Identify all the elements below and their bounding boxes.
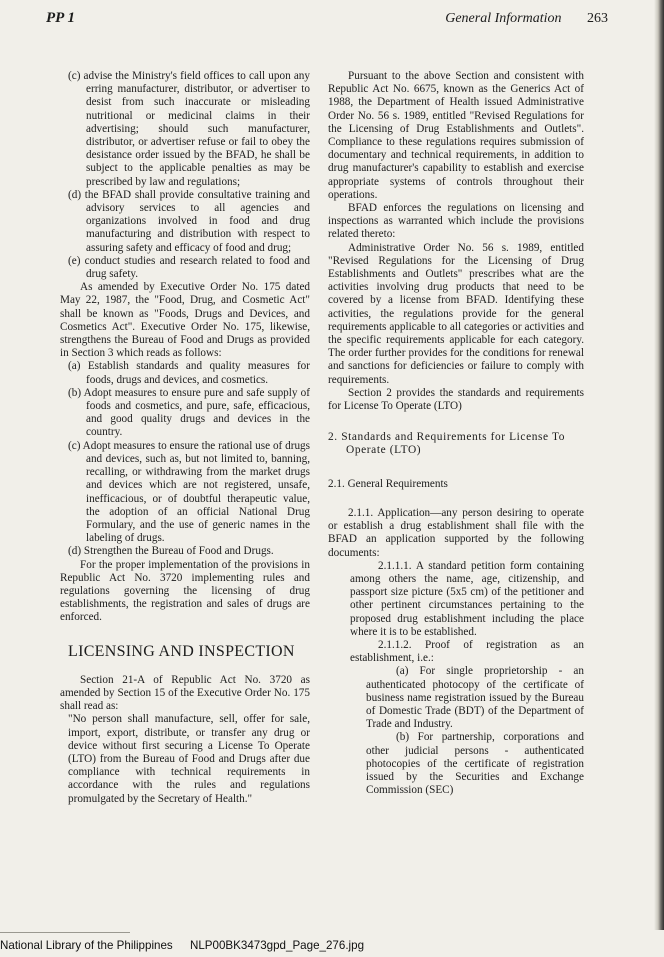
section-heading: LICENSING AND INSPECTION xyxy=(68,642,295,660)
paragraph-bfad: BFAD enforces the regulations on licensing and inspections as warranted which include the provisions related thereto: xyxy=(328,202,584,241)
list-item: (e) conduct studies and research related to food and drug safety. xyxy=(68,254,310,281)
list-item: (c) advise the Ministry's field offices to call upon any erring manufacturer, distributor, or advertiser to desist from such inaccurate or misleading nutritional or medicinal claims in their advertising; should such manufacturer, distributor, or advertiser refuse or fail to obey the desistance order issued by the BFAD, he shall be subject to the applicable penalties as may be prescribed by law and regulations; xyxy=(68,70,310,188)
running-head-left: PP 1 xyxy=(46,10,76,26)
paragraph-generics: Pursuant to the above Section and consistent with Republic Act No. 6675, known as the Generics Act of 1988, the Department of Health issued Administrative Order No. 56 s. 1989, entitled "Revised Regulations for the Licensing of Drug Establishments and Outlets". Compliance to these regulations requires submission of documentary and technical requirements, in addition to drug manufacturer's capability to establish and exercise appropriate systems of controls throughout their operations. xyxy=(328,70,584,201)
paragraph-ra3720: For the proper implementation of the provisions in Republic Act No. 3720 implementing rules and regulations governing the licensing of drug establishments, the registration and sales of drugs are enforced. xyxy=(60,558,310,624)
running-head-right xyxy=(445,11,608,27)
paragraph-eo175: As amended by Executive Order No. 175 dated May 22, 1987, the "Food, Drug, and Cosmetic Act" shall be known as "Foods, Drugs and Devices, and Cosmetics Act". Executive Order No. 175, likewise, strengthens the Bureau of Food and Drugs as provided in Section 3 which reads as follows: xyxy=(60,281,310,360)
page-number: 263 xyxy=(587,11,608,26)
list-item: (b) Adopt measures to ensure pure and safe supply of foods and cosmetics, and pure, safe, efficacious, and good quality drugs and devices in the country. xyxy=(68,386,310,439)
footer-filename: NLP00BK3473gpd_Page_276.jpg xyxy=(189,939,365,952)
paragraph-b: (b) For partnership, corporations and other judicial persons - authenticated photocopies of the certificate of registration issued by the Securities and Exchange Commission (SEC) xyxy=(366,731,584,797)
paragraph-a: (a) For single proprietorship - an authenticated photocopy of the certificate of business name registration issued by the Bureau of Domestic Trade (BDT) of the Department of Trade and Industry. xyxy=(366,665,584,731)
list-item: (c) Adopt measures to ensure the rational use of drugs and devices, such as, but not limited to, banning, recalling, or withdrawing from the market drugs and devices which are not registered, unsafe, inefficacious, or of doubtful therapeutic value, the adoption of an official National Drug Formulary, and the use of generic names in the labeling of drugs. xyxy=(68,439,310,545)
list-item: (a) Establish standards and quality measures for foods, drugs and devices, and cosmetics. xyxy=(68,360,310,386)
footer xyxy=(0,939,364,952)
heading-2-1: 2.1. General Requirements xyxy=(328,477,448,490)
paragraph-ao56: Administrative Order No. 56 s. 1989, entitled "Revised Regulations for the Licensing of Drug Establishments and Outlets" prescribes what are the activities involving drug products that need to be covered by a license from BFAD. Identifying these activities, the regulations provide for the general requirements applicable to all categories or activities and the specific requirements applicable for each category. The order further provides for the conditions for renewal and sanctions for deficiencies or failure to comply with requirements. xyxy=(328,241,584,386)
paragraph-2-1-1-1: 2.1.1.1. A standard petition form containing among others the name, age, citizenship, and passport size picture (5x5 cm) of the petitioner and other pertinent circumstances pertaining to the proposed drug establishment including the place where it is to be established. xyxy=(350,559,584,638)
section-title: General Information xyxy=(445,11,562,26)
left-column xyxy=(60,70,310,806)
divider xyxy=(0,932,130,933)
footer-library: National Library of the Philippines xyxy=(0,939,173,952)
list-item: (d) the BFAD shall provide consultative training and advisory services to all agencies and organizations involved in food and drug manufacturing and distribution with respect to assuring safety and efficacy of food and drug; xyxy=(68,188,310,254)
right-column xyxy=(328,70,584,797)
paragraph-2-1-1: 2.1.1. Application—any person desiring to operate or establish a drug establishment shall file with the BFAD an application supported by the following documents: xyxy=(328,506,584,559)
list-item: (d) Strengthen the Bureau of Food and Drugs. xyxy=(68,545,274,558)
block-quote: "No person shall manufacture, sell, offer for sale, import, export, distribute, or transfer any drug or device without first securing a License To Operate (LTO) from the Bureau of Food and Drugs after due compliance with technical requirements in accordance with the rules and regulations promulgated by the Secretary of Health." xyxy=(68,713,310,805)
paragraph-2-1-1-2: 2.1.1.2. Proof of registration as an establishment, i.e.: xyxy=(350,638,584,665)
paragraph-sec2: Section 2 provides the standards and requirements for License To Operate (LTO) xyxy=(328,386,584,413)
heading-2: 2. Standards and Requirements for License To Operate (LTO) xyxy=(328,431,566,457)
book-spine-shadow xyxy=(654,0,664,930)
paragraph-sec21a: Section 21-A of Republic Act No. 3720 as amended by Section 15 of the Executive Order No. 175 shall read as: xyxy=(60,673,310,713)
